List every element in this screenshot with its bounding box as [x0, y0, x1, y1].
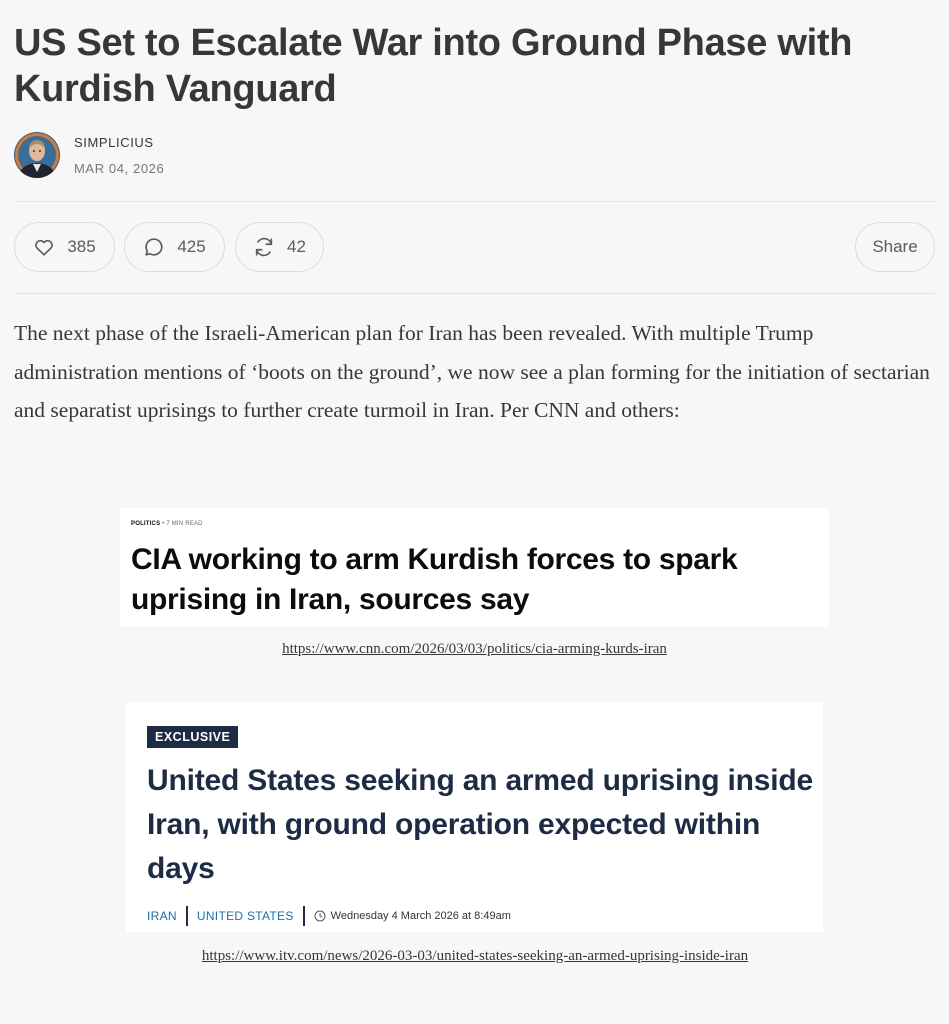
itv-embed-image[interactable]	[126, 702, 823, 932]
clock-icon	[314, 910, 326, 922]
heart-icon	[33, 236, 55, 258]
tag-separator	[186, 906, 188, 926]
comment-icon	[143, 236, 165, 258]
exclusive-badge: EXCLUSIVE	[147, 726, 238, 748]
cnn-headline: CIA working to arm Kurdish forces to spark uprising in Iran, sources say	[131, 543, 738, 616]
itv-tags	[147, 906, 511, 926]
body-paragraph: The next phase of the Israeli-American plan for Iran has been revealed. With multiple Trump administration mentions of ‘boots on the ground’, we now see a plan forming for the initiation of sectarian and separatist uprisings to further create turmoil in Iran. Per CNN and others:	[14, 321, 930, 422]
author-avatar[interactable]	[14, 132, 60, 178]
tag-iran: IRAN	[147, 909, 177, 923]
post-date: MAR 04, 2026	[74, 161, 165, 176]
itv-headline: United States seeking an armed uprising inside Iran, with ground operation expected within days	[147, 764, 813, 885]
itv-link[interactable]: https://www.itv.com/news/2026-03-03/united-states-seeking-an-armed-uprising-inside-iran	[201, 948, 749, 964]
author-name[interactable]: SIMPLICIUS	[74, 135, 154, 150]
restack-count: 42	[287, 237, 306, 256]
comment-count: 425	[177, 237, 206, 256]
like-count: 385	[67, 237, 96, 256]
tag-separator	[303, 906, 305, 926]
restack-icon	[253, 236, 275, 258]
divider-bottom	[14, 293, 935, 294]
tag-united-states: UNITED STATES	[196, 909, 294, 923]
restack-button[interactable]	[235, 222, 324, 272]
post-title: US Set to Escalate War into Ground Phase with Kurdish Vanguard	[14, 22, 853, 110]
itv-published: Wednesday 4 March 2026 at 8:49am	[330, 910, 511, 922]
divider-top	[14, 201, 935, 202]
post-actions	[14, 222, 935, 272]
cnn-kicker: POLITICS • 7 MIN READ	[131, 521, 203, 527]
like-button[interactable]	[14, 222, 115, 272]
cnn-link[interactable]: https://www.cnn.com/2026/03/03/politics/cia-arming-kurds-iran	[282, 641, 667, 657]
comment-button[interactable]	[124, 222, 225, 272]
byline	[14, 132, 164, 178]
share-button[interactable]: Share	[855, 222, 935, 272]
cnn-embed-image[interactable]	[120, 508, 829, 627]
